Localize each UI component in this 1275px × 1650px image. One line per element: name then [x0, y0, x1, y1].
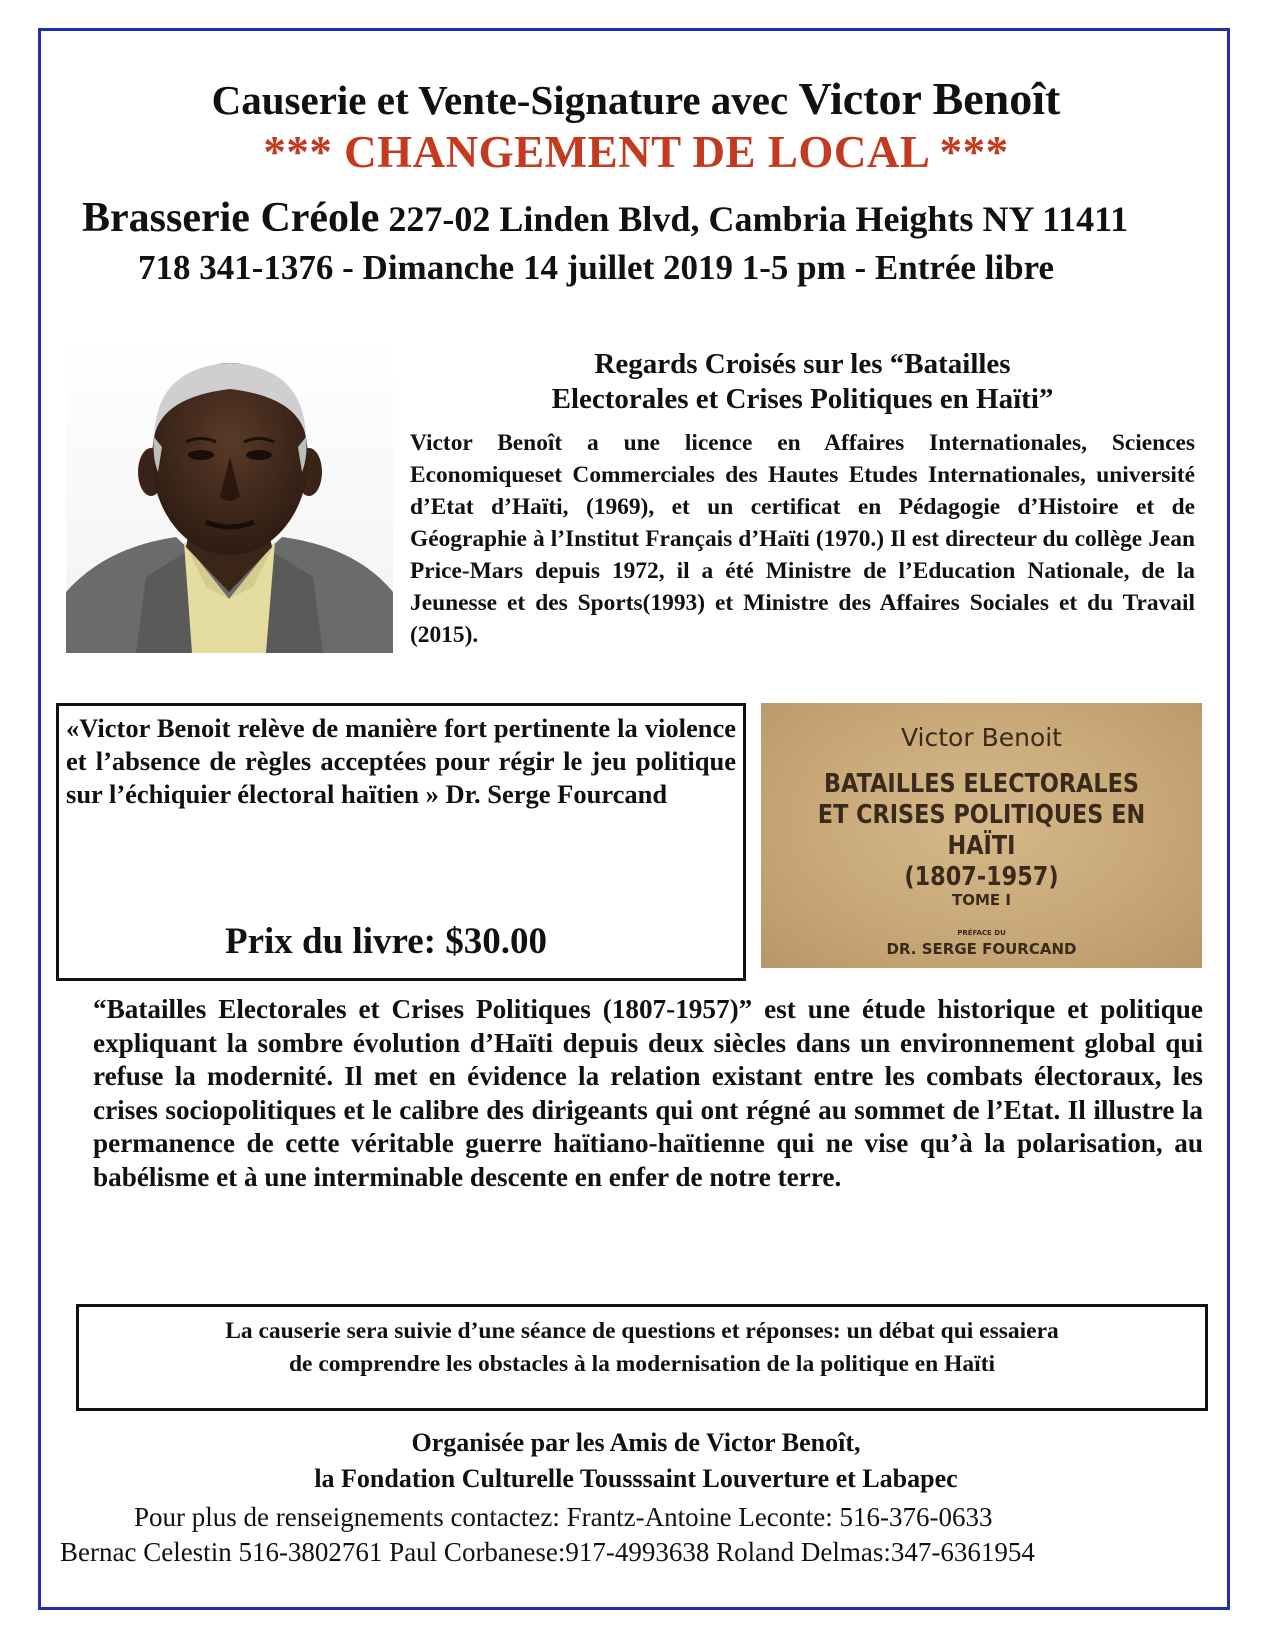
portrait-illustration [66, 337, 393, 653]
author-bio: Victor Benoît a une licence en Affaires Internationales, Sciences Economiqueset Commerciales des Hautes Etudes Internationales, université d’Etat d’Haïti, (1969), et un certificat en Pédagogie d’Histoire et de Géographie à l’Institut Français d’Haïti (1970.) Il est directeur du collège Jean Price-Mars depuis 1972, il a été Ministre de l’Education Nationale, de la Jeunesse et des Sports(1993) et Ministre des Affaires Sociales et du Travail (2015). [410, 430, 1195, 648]
venue-line [82, 194, 1212, 242]
debate-note-line1: La causerie sera suivie d’une séance de questions et réponses: un débat qui essaiera [225, 1318, 1059, 1344]
cover-preface-name: DR. SERGE FOURCAND [886, 940, 1077, 958]
debate-note [76, 1315, 1208, 1381]
debate-note-line2: de comprendre les obstacles à la modernisation de la politique en Haïti [288, 1351, 996, 1377]
cover-tome: TOME I [952, 891, 1011, 909]
book-subtitle-line2: Electorales et Crises Politiques en Haïti” [551, 383, 1054, 415]
cover-title-line1: BATAILLES ELECTORALES [823, 769, 1140, 799]
book-price: Prix du livre: $30.00 [224, 921, 547, 962]
venue-change-banner: *** CHANGEMENT DE LOCAL *** [263, 127, 1009, 177]
author-photo [66, 337, 393, 653]
event-title [40, 72, 1232, 125]
cover-title-line2: ET CRISES POLITIQUES EN HAÏTI [817, 800, 1146, 861]
review-quote: «Victor Benoit relève de manière fort pertinente la violence et l’absence de règles acceptées pour régir le jeu politique sur l’échiquier électoral haïtien » Dr. Serge Fourcand [66, 713, 736, 809]
venue-name: Brasserie Créole [82, 195, 380, 241]
cover-title [792, 769, 1171, 893]
book-subtitle-line1: Regards Croisés sur les “Batailles [594, 348, 1011, 380]
author-name: Victor Benoît [798, 73, 1061, 124]
book-description: “Batailles Electorales et Crises Politiques (1807-1957)” est une étude historique et politique expliquant la sombre évolution d’Haïti depuis deux siècles dans un environnement global qui refuse la modernité. Il met en évidence la relation existant entre les combats électoraux, les crises sociopolitiques et le calibre des dirigeants qui ont régné au sommet de l’Etat. Il illustre la permanence de cette véritable guerre haïtiano-haïtienne qui ne vise qu’à la polarisation, au babélisme et à une interminable descente en enfer de notre terre. [93, 994, 1203, 1192]
organizers [40, 1425, 1232, 1497]
event-title-prefix: Causerie et Vente-Signature avec [211, 77, 799, 123]
book-cover-image [761, 703, 1202, 968]
cover-title-line3: (1807-1957) [904, 862, 1059, 892]
contact-line2: Bernac Celestin 516-3802761 Paul Corbanese:917-4993638 Roland Delmas:347-6361954 [60, 1537, 1035, 1567]
organizers-line2: la Fondation Culturelle Tousssаint Louverture et Labapec [314, 1464, 958, 1493]
date-line: 718 341-1376 - Dimanche 14 juillet 2019 1-5 pm - Entrée libre [138, 248, 1055, 287]
contact-line1: Pour plus de renseignements contactez: Frantz-Antoine Leconte: 516-376-0633 [134, 1502, 993, 1532]
cover-author: Victor Benoit [901, 723, 1062, 752]
venue-address: 227-02 Linden Blvd, Cambria Heights NY 11411 [379, 199, 1129, 239]
organizers-line1: Organisée par les Amis de Victor Benoît, [411, 1428, 861, 1457]
book-subtitle [410, 347, 1195, 417]
cover-preface-label: PRÉFACE DU [957, 929, 1006, 937]
